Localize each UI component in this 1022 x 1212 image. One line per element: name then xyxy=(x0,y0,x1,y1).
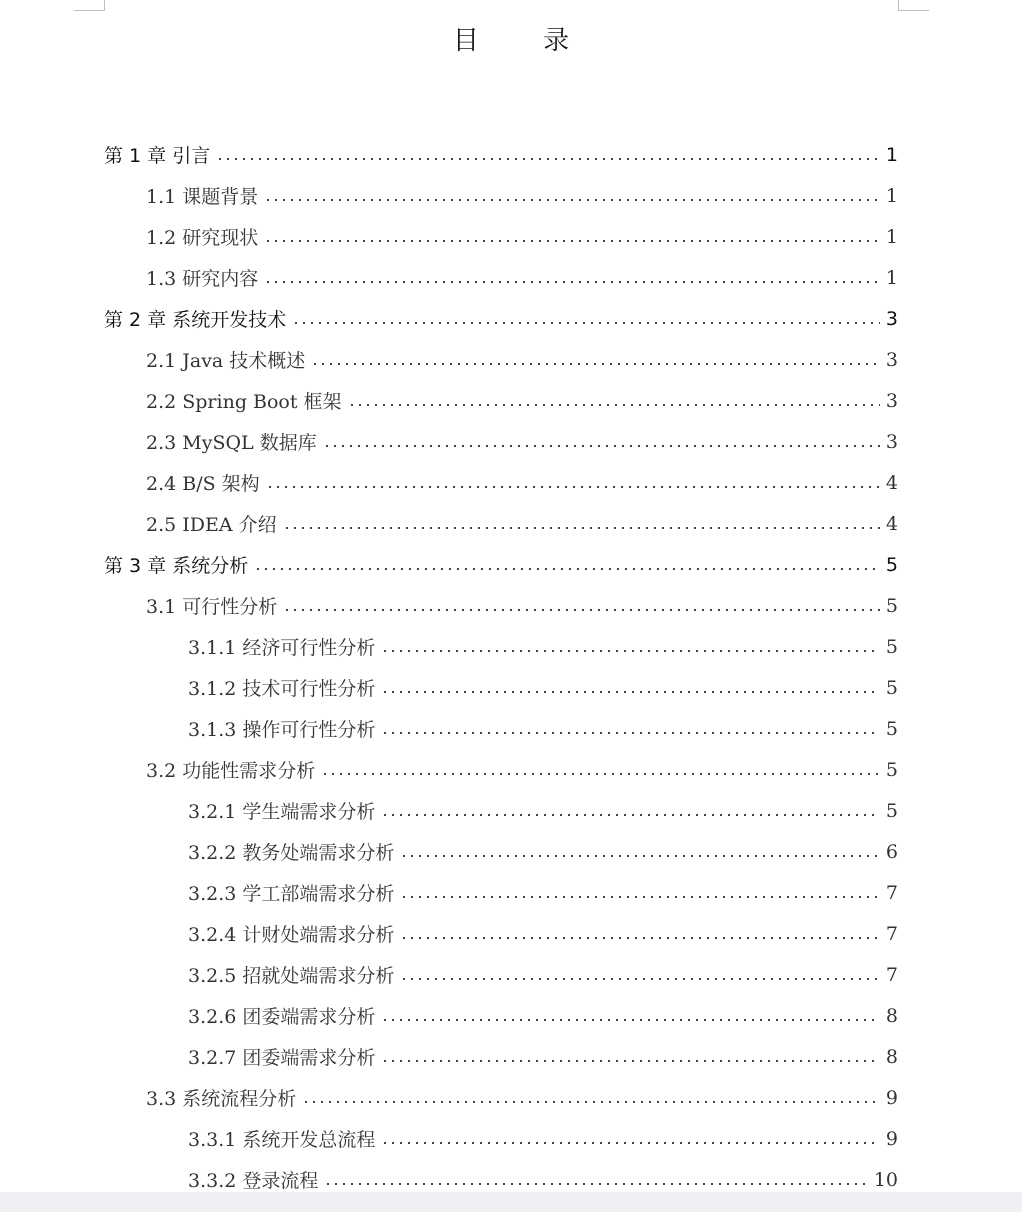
toc-entry-label: 3.2.5 招就处端需求分析 xyxy=(188,965,395,987)
toc-entry-label: 3.1.2 技术可行性分析 xyxy=(188,678,376,700)
toc-entry-page-number: 3 xyxy=(885,348,898,371)
toc-entry-page-number: 1 xyxy=(885,266,898,289)
toc-dot-leader xyxy=(381,814,880,816)
toc-dot-leader xyxy=(302,1101,880,1103)
toc-entry-label: 3.2.1 学生端需求分析 xyxy=(188,801,376,823)
toc-entry[interactable] xyxy=(104,134,898,175)
toc-dot-leader xyxy=(324,1183,867,1185)
viewer-bottom-strip xyxy=(0,1192,1022,1212)
toc-entry-label: 3.2.6 团委端需求分析 xyxy=(188,1006,376,1028)
page-corner-mark-left xyxy=(74,0,105,11)
toc-entry-label: 2.1 Java 技术概述 xyxy=(146,350,306,372)
toc-dot-leader xyxy=(254,568,880,570)
toc-dot-leader xyxy=(323,445,880,447)
toc-entry-label: 2.4 B/S 架构 xyxy=(146,473,260,495)
toc-dot-leader xyxy=(311,363,880,365)
toc-dot-leader xyxy=(381,1060,880,1062)
toc-dot-leader xyxy=(283,609,880,611)
toc-entry[interactable] xyxy=(104,544,898,585)
toc-dot-leader xyxy=(400,855,880,857)
toc-dot-leader xyxy=(264,199,880,201)
toc-entry[interactable] xyxy=(188,1118,898,1159)
toc-entry-page-number: 5 xyxy=(885,676,898,699)
toc-entry-page-number: 5 xyxy=(885,594,898,617)
toc-entry-page-number: 7 xyxy=(885,963,898,986)
toc-entry-page-number: 6 xyxy=(885,840,898,863)
toc-entry[interactable] xyxy=(188,1036,898,1077)
toc-entry-page-number: 1 xyxy=(885,184,898,207)
toc-entry[interactable] xyxy=(146,257,898,298)
page-corner-mark-right xyxy=(898,0,929,11)
toc-entry-page-number: 10 xyxy=(873,1168,898,1191)
toc-entry-label: 3.1.1 经济可行性分析 xyxy=(188,637,376,659)
toc-entry[interactable] xyxy=(146,175,898,216)
toc-dot-leader xyxy=(283,527,880,529)
toc-entry-page-number: 5 xyxy=(885,717,898,740)
toc-entry-label: 1.3 研究内容 xyxy=(146,268,259,290)
toc-dot-leader xyxy=(321,773,880,775)
toc-dot-leader xyxy=(292,322,880,324)
toc-entry-page-number: 7 xyxy=(885,881,898,904)
toc-entry[interactable] xyxy=(104,298,898,339)
toc-dot-leader xyxy=(381,650,880,652)
toc-entry-label: 3.3.1 系统开发总流程 xyxy=(188,1129,376,1151)
toc-entry-label: 3.2.2 教务处端需求分析 xyxy=(188,842,395,864)
toc-dot-leader xyxy=(381,1019,880,1021)
toc-dot-leader xyxy=(216,158,880,160)
toc-entry-label: 第 1 章 引言 xyxy=(104,145,211,167)
toc-entry-page-number: 1 xyxy=(885,225,898,248)
toc-entry[interactable] xyxy=(188,995,898,1036)
toc-entry-page-number: 5 xyxy=(885,553,898,576)
toc-entry-label: 3.2.7 团委端需求分析 xyxy=(188,1047,376,1069)
toc-entry[interactable] xyxy=(146,421,898,462)
toc-dot-leader xyxy=(348,404,880,406)
toc-entry[interactable] xyxy=(188,708,898,749)
toc-entry[interactable] xyxy=(188,954,898,995)
toc-entry-label: 3.2.3 学工部端需求分析 xyxy=(188,883,395,905)
toc-entry[interactable] xyxy=(188,626,898,667)
toc-entry-label: 第 3 章 系统分析 xyxy=(104,555,249,577)
toc-entry-page-number: 8 xyxy=(885,1045,898,1068)
toc-entry-page-number: 7 xyxy=(885,922,898,945)
toc-dot-leader xyxy=(381,691,880,693)
toc-entry-label: 1.2 研究现状 xyxy=(146,227,259,249)
toc-entry[interactable] xyxy=(188,667,898,708)
toc-entry-label: 3.1 可行性分析 xyxy=(146,596,278,618)
toc-entry-page-number: 1 xyxy=(885,143,898,166)
toc-entry-label: 第 2 章 系统开发技术 xyxy=(104,309,287,331)
toc-entry[interactable] xyxy=(188,872,898,913)
toc-entry-label: 1.1 课题背景 xyxy=(146,186,259,208)
toc-title: 目 录 xyxy=(452,26,598,56)
toc-entry[interactable] xyxy=(146,1077,898,1118)
toc-entry-label: 2.5 IDEA 介绍 xyxy=(146,514,277,536)
toc-entry-page-number: 4 xyxy=(885,471,898,494)
toc-dot-leader xyxy=(400,978,880,980)
toc-entry-page-number: 3 xyxy=(885,389,898,412)
toc-entry-label: 3.3.2 登录流程 xyxy=(188,1170,319,1192)
toc-entry[interactable] xyxy=(146,749,898,790)
toc-entry[interactable] xyxy=(146,503,898,544)
toc-entry-page-number: 5 xyxy=(885,635,898,658)
toc-dot-leader xyxy=(264,281,880,283)
toc-entry-page-number: 3 xyxy=(885,307,898,330)
toc-entry-page-number: 9 xyxy=(885,1086,898,1109)
toc-entry-label: 3.2 功能性需求分析 xyxy=(146,760,316,782)
toc-entry-page-number: 3 xyxy=(885,430,898,453)
toc-entry-label: 3.3 系统流程分析 xyxy=(146,1088,297,1110)
toc-entry-page-number: 4 xyxy=(885,512,898,535)
toc-entry-label: 2.2 Spring Boot 框架 xyxy=(146,391,342,413)
toc-entry[interactable] xyxy=(188,790,898,831)
toc-entry-label: 3.1.3 操作可行性分析 xyxy=(188,719,376,741)
toc-entry[interactable] xyxy=(146,216,898,257)
toc-dot-leader xyxy=(400,937,880,939)
toc-dot-leader xyxy=(381,732,880,734)
toc-entry[interactable] xyxy=(146,462,898,503)
toc-dot-leader xyxy=(266,486,880,488)
toc-dot-leader xyxy=(400,896,880,898)
toc-entry-page-number: 9 xyxy=(885,1127,898,1150)
toc-dot-leader xyxy=(264,240,880,242)
toc-dot-leader xyxy=(381,1142,880,1144)
toc-entry[interactable] xyxy=(188,831,898,872)
toc-entry[interactable] xyxy=(146,585,898,626)
toc-entry-page-number: 5 xyxy=(885,758,898,781)
toc-entry-page-number: 8 xyxy=(885,1004,898,1027)
toc-entry[interactable] xyxy=(146,380,898,421)
toc-entry[interactable] xyxy=(146,339,898,380)
toc-entry-label: 3.2.4 计财处端需求分析 xyxy=(188,924,395,946)
toc-entry-label: 2.3 MySQL 数据库 xyxy=(146,432,317,454)
toc-entry-page-number: 5 xyxy=(885,799,898,822)
toc-entry[interactable] xyxy=(188,913,898,954)
